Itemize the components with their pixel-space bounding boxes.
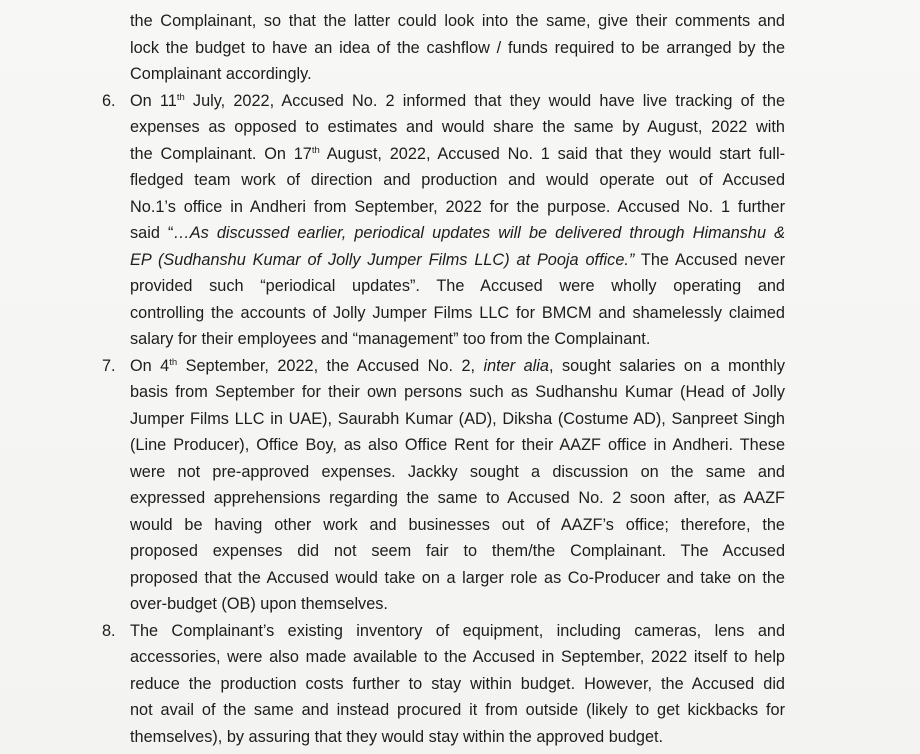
line-text: themselves), by assuring that they would stay within the approved budget. — [130, 727, 664, 746]
line-text: said “ — [130, 224, 174, 242]
line-text: over-budget (OB) upon themselves. — [130, 595, 388, 613]
line-text: July, 2022, Accused No. 2 informed that they would have live tracking of the — [184, 91, 785, 110]
line-text: Complainant accordingly. — [130, 65, 312, 83]
document-line — [130, 300, 785, 327]
line-text: basis from September for their own persons such as Sudhanshu Kumar (Head of Jolly — [130, 383, 785, 401]
line-text: On 11 — [130, 91, 177, 110]
list-item-number: 8. — [102, 621, 116, 640]
document-line — [130, 114, 785, 141]
line-text: proposed expenses did not seem fair to them/the Complainant. The Accused — [130, 542, 785, 560]
document-line — [130, 459, 785, 486]
document-line — [130, 247, 785, 274]
document-line — [130, 565, 785, 592]
line-text: , sought salaries on a monthly — [548, 356, 785, 375]
list-item-number: 7. — [102, 356, 116, 375]
line-text: (Line Producer), Office Boy, as also Office Rent for their AAZF office in Andheri. These — [130, 436, 785, 454]
line-text: not avail of the same and instead procured it from outside (likely to get kickbacks for — [130, 701, 785, 719]
document-line — [130, 724, 785, 751]
document-line — [130, 697, 785, 724]
document-line — [130, 61, 785, 88]
line-text: salary for their employees and “management” too from the Complainant. — [130, 330, 651, 348]
line-text: The Accused never — [634, 250, 785, 269]
line-text: The Complainant’s existing inventory of equipment, including cameras, lens and — [130, 621, 785, 640]
line-text: lock the budget to have an idea of the cashflow / funds required to be arranged by the — [130, 38, 785, 57]
document-line — [102, 88, 785, 115]
document-line — [130, 591, 785, 618]
line-text: accessories, were also made available to the Accused in September, 2022 itself to help — [130, 648, 785, 666]
document-line — [130, 644, 785, 671]
line-text: September, 2022, the Accused No. 2, — [177, 356, 484, 375]
document-line — [102, 618, 785, 645]
line-text: expenses as opposed to estimates and would share the same by August, 2022 with — [130, 118, 785, 136]
document-line — [130, 194, 785, 221]
document-line — [130, 141, 785, 168]
line-text: reduce the production costs further to stay within budget. However, the Accused did — [130, 674, 785, 693]
document-line — [102, 353, 785, 380]
line-text: On 4 — [130, 356, 170, 375]
list-item-number: 6. — [102, 91, 116, 110]
document-body — [0, 8, 920, 750]
document-line — [130, 273, 785, 300]
document-line — [130, 8, 785, 35]
line-text: expressed apprehensions regarding the same to Accused No. 2 soon after, as AAZF — [130, 489, 785, 507]
ordinal-suffix: th — [176, 91, 185, 103]
line-text: fledged team work of direction and production and would operate out of Accused — [130, 171, 785, 189]
document-line — [130, 432, 785, 459]
line-text: were not pre-approved expenses. Jackky sought a discussion on the same and — [130, 462, 785, 481]
line-text: controlling the accounts of Jolly Jumper Films LLC for BMCM and shamelessly claimed — [130, 303, 785, 322]
line-text: the Complainant, so that the latter could look into the same, give their comments and — [130, 12, 785, 30]
italic-text: inter alia — [483, 356, 549, 375]
italic-text: …As discussed earlier, periodical updates will be delivered through Himanshu & — [173, 224, 785, 242]
document-line — [130, 35, 785, 62]
line-text: Jumper Films LLC in UAE), Saurabh Kumar (AD), Diksha (Costume AD), Sanpreet Singh — [130, 409, 785, 428]
document-line — [130, 167, 785, 194]
line-text: proposed that the Accused would take on a larger role as Co-Producer and take on the — [130, 568, 785, 587]
document-line — [130, 220, 785, 247]
document-line — [130, 512, 785, 539]
line-text: No.1’s office in Andheri from September, 2022 for the purpose. Accused No. 1 further — [130, 197, 785, 216]
line-text: provided such “periodical updates”. The Accused were wholly operating and — [130, 277, 785, 295]
line-text: the Complainant. On 17 — [130, 144, 312, 163]
ordinal-suffix: th — [169, 356, 178, 368]
document-line — [130, 538, 785, 565]
line-text: would be having other work and businesses out of AAZF’s office; therefore, the — [130, 515, 785, 534]
document-line — [130, 671, 785, 698]
document-line — [130, 379, 785, 406]
document-line — [130, 406, 785, 433]
italic-text: EP (Sudhanshu Kumar of Jolly Jumper Films LLC) at Pooja office.” — [130, 250, 635, 269]
document-line — [130, 485, 785, 512]
document-line — [130, 326, 785, 353]
ordinal-suffix: th — [311, 144, 320, 156]
line-text: August, 2022, Accused No. 1 said that they would start full- — [319, 144, 785, 163]
